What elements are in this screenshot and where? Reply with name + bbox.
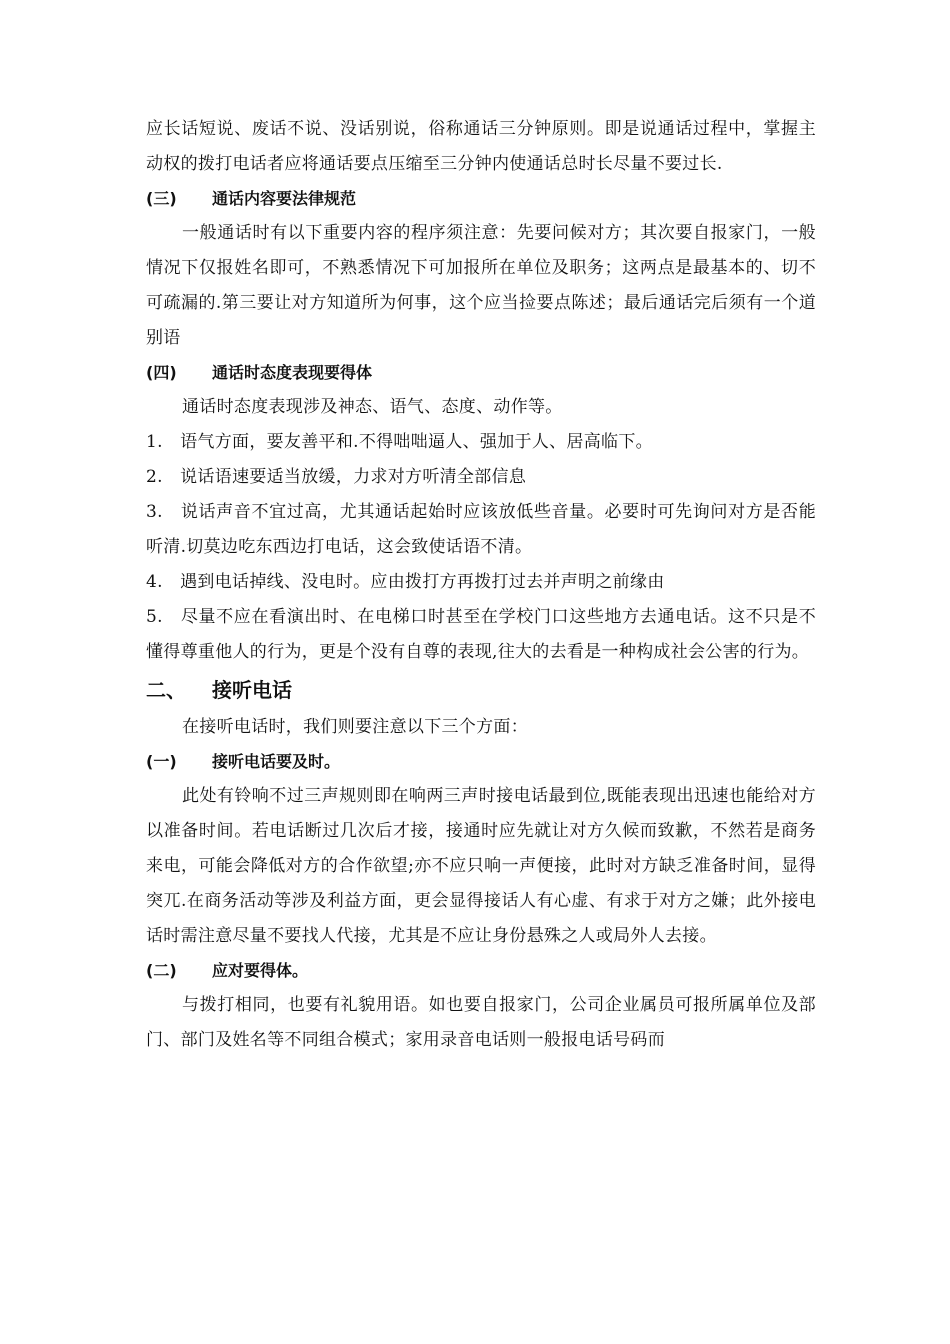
list-item: 3. 说话声音不宜过高，尤其通话起始时应该放低些音量。必要时可先询问对方是否能听清.切莫边吃东西边打电话，这会致使话语不清。	[146, 502, 816, 557]
heading-title: 通话内容要法律规范	[212, 189, 357, 208]
heading-title: 通话时态度表现要得体	[212, 363, 373, 382]
document-page	[146, 112, 816, 1058]
list-item: 1. 语气方面，要友善平和.不得咄咄逼人、强加于人、居高临下。	[146, 432, 653, 452]
respond-properly-paragraph: 与拨打相同，也要有礼貌用语。如也要自报家门，公司企业属员可报所属单位及部门、部门及姓名等不同组合模式；家用录音电话则一般报电话号码而	[146, 995, 816, 1050]
intro-paragraph: 应长话短说、废话不说、没话别说，俗称通话三分钟原则。即是说通话过程中，掌握主动权的拨打电话者应将通话要点压缩至三分钟内使通话总时长尽量不要过长.	[146, 119, 816, 174]
attitude-paragraph: 通话时态度表现涉及神态、语气、态度、动作等。	[182, 397, 563, 417]
list-item: 4. 遇到电话掉线、没电时。应由拨打方再拨打过去并声明之前缘由	[146, 572, 665, 592]
heading-title: 应对要得体。	[212, 961, 309, 980]
list-item: 5. 尽量不应在看演出时、在电梯口时甚至在学校门口这些地方去通电话。这不只是不懂得尊重他人的行为，更是个没有自尊的表现,往大的去看是一种构成社会公害的行为。	[146, 607, 816, 662]
answering-intro-paragraph: 在接听电话时，我们则要注意以下三个方面：	[182, 717, 528, 737]
section-heading-4	[146, 356, 816, 390]
heading-title: 接听电话要及时。	[212, 752, 341, 771]
heading-number: (三)	[146, 189, 177, 208]
heading-number: 二、	[146, 678, 186, 702]
answer-timely-paragraph: 此处有铃响不过三声规则即在响两三声时接电话最到位,既能表现出迅速也能给对方以准备时间。若电话断过几次后才接，接通时应先就让对方久候而致歉，不然若是商务来电，可能会降低对方的合作欲望;亦不应只响一声便接，此时对方缺乏准备时间，显得突兀.在商务活动等涉及利益方面，更会显得接话人有心虚、有求于对方之嫌；此外接电话时需注意尽量不要找人代接，尤其是不应让身份悬殊之人或局外人去接。	[146, 786, 816, 946]
heading-title: 接听电话	[212, 678, 292, 702]
call-content-paragraph: 一般通话时有以下重要内容的程序须注意：先要问候对方；其次要自报家门，一般情况下仅报姓名即可，不熟悉情况下可加报所在单位及职务；这两点是最基本的、切不可疏漏的.第三要让对方知道所为何事，这个应当捡要点陈述；最后通话完后须有一个道别语	[146, 223, 816, 348]
section-heading-3	[146, 182, 816, 216]
section-heading-2-1	[146, 745, 816, 779]
list-item: 2. 说话语速要适当放缓，力求对方听清全部信息	[146, 467, 527, 487]
section-heading-2-2	[146, 954, 816, 988]
heading-number: (二)	[146, 961, 177, 980]
heading-number: (一)	[146, 752, 177, 771]
heading-number: (四)	[146, 363, 177, 382]
section-2-heading	[146, 670, 816, 710]
